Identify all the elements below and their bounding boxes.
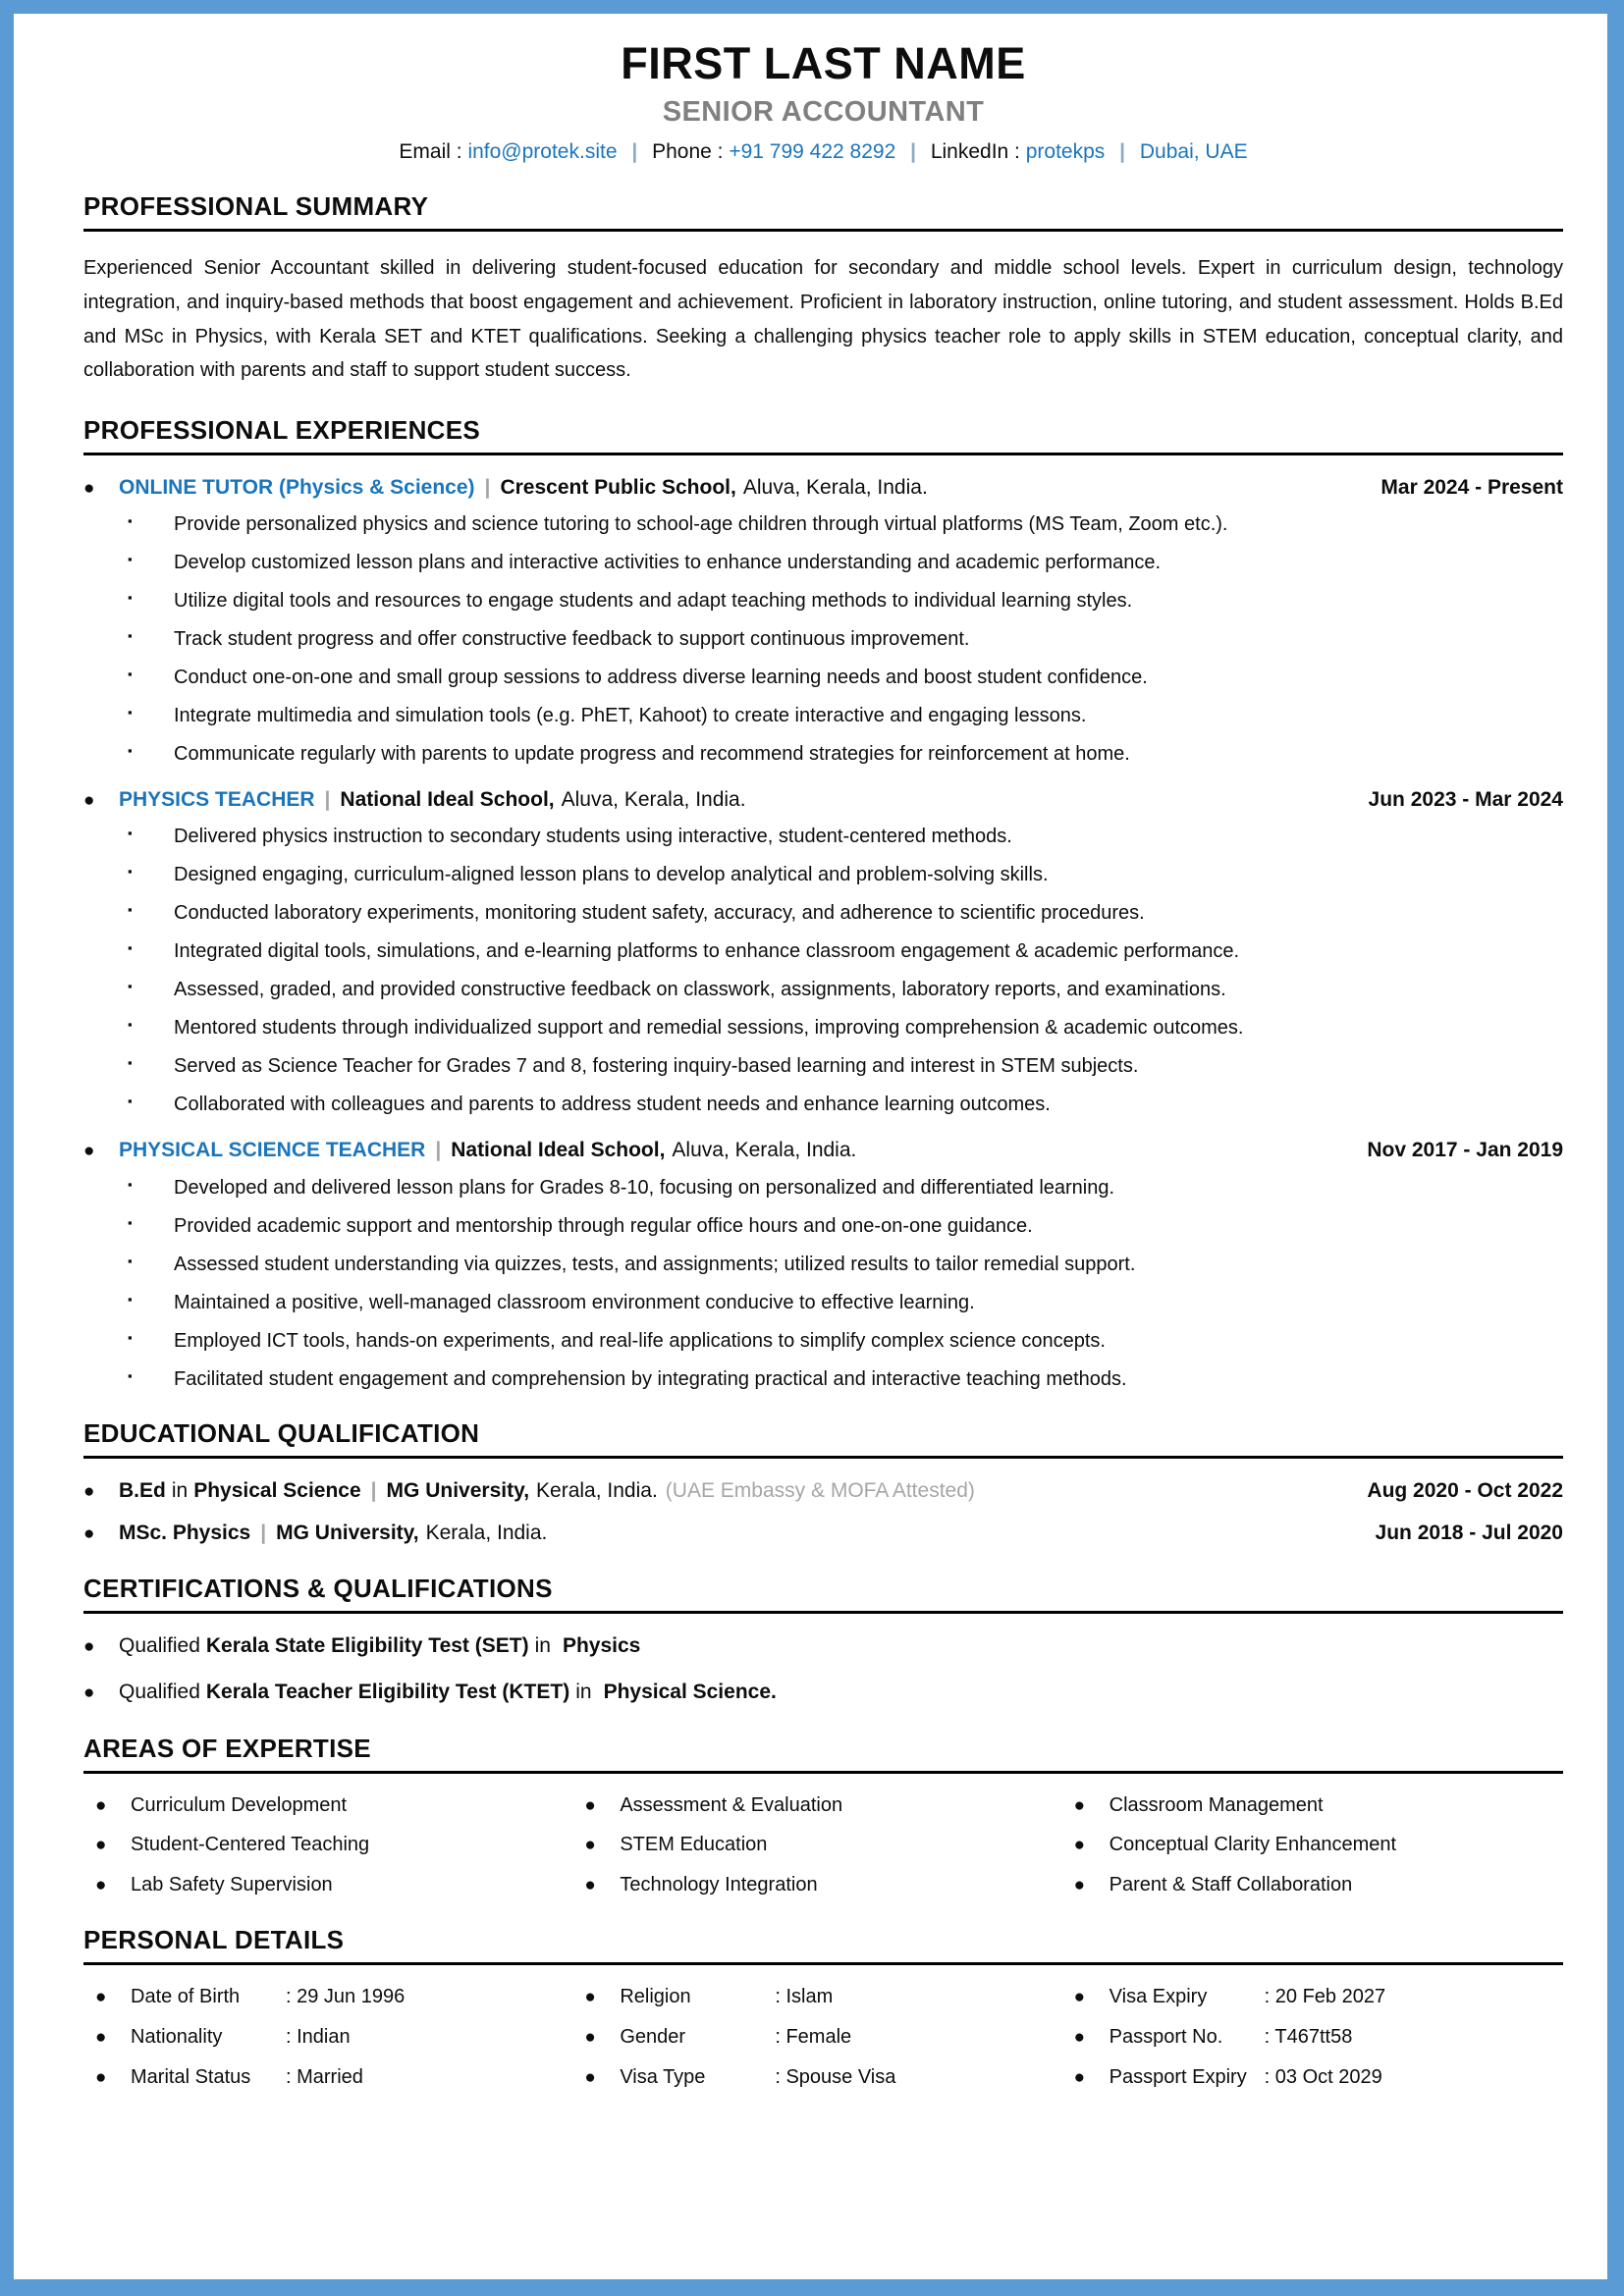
- section-professional-summary: [83, 191, 1563, 387]
- job-bullet-text: Served as Science Teacher for Grades 7 and 8, fostering inquiry-based learning and interest in STEM subjects.: [174, 1055, 1139, 1078]
- separator-bar-icon: |: [435, 1139, 442, 1162]
- expertise-label: Assessment & Evaluation: [620, 1793, 843, 1816]
- expertise-label: Parent & Staff Collaboration: [1109, 1874, 1353, 1896]
- job-header: [83, 475, 1563, 501]
- job-bullet-text: Conducted laboratory experiments, monitoring student safety, accuracy, and adherence to scientific procedures.: [174, 902, 1145, 925]
- education-entry: [83, 1478, 1563, 1504]
- bullet-icon: ●: [584, 1794, 596, 1816]
- detail-label: Visa Type: [620, 2065, 706, 2088]
- job-bullet: [128, 1093, 1563, 1116]
- university: MG University,: [386, 1478, 530, 1502]
- education-entry: [83, 1521, 1563, 1546]
- expertise-item: [1074, 1833, 1563, 1857]
- section-personal-details: [83, 1925, 1563, 2089]
- job-bullet: [128, 666, 1563, 689]
- job-title: PHYSICAL SCIENCE TEACHER: [119, 1139, 426, 1162]
- cert-name: Kerala Teacher Eligibility Test (KTET): [205, 1681, 570, 1704]
- section-heading: AREAS OF EXPERTISE: [83, 1734, 1563, 1774]
- detail-label: Nationality: [131, 2025, 223, 2048]
- email-link[interactable]: info@protek.site: [467, 140, 618, 164]
- bullet-icon: ●: [95, 1875, 107, 1896]
- square-bullet-icon: ▪: [128, 590, 133, 606]
- detail-label: Date of Birth: [131, 1985, 241, 2007]
- bullet-icon: ●: [584, 2066, 596, 2088]
- job-bullet-text: Develop customized lesson plans and interactive activities to enhance understanding and academic performance.: [174, 552, 1162, 574]
- cert-prefix: Qualified: [119, 1634, 200, 1658]
- square-bullet-icon: ▪: [128, 1055, 133, 1071]
- section-educational-qualification: [83, 1418, 1563, 1547]
- job-bullet: [128, 1054, 1563, 1078]
- bullet-icon: ●: [1073, 1986, 1086, 2007]
- expertise-item: [584, 1833, 1073, 1857]
- degree-connector: in: [171, 1478, 189, 1502]
- job-bullet-text: Assessed, graded, and provided constructive feedback on classwork, assignments, laboratory reports, and examinations.: [174, 979, 1226, 1001]
- expertise-label: Student-Centered Teaching: [131, 1834, 370, 1856]
- separator-bar-icon: |: [260, 1521, 267, 1544]
- job-dates: Nov 2017 - Jan 2019: [1367, 1139, 1563, 1162]
- job-bullet-text: Integrate multimedia and simulation tools (e.g. PhET, Kahoot) to create interactive and engaging lessons.: [174, 705, 1087, 727]
- detail-value: : T467tt58: [1264, 2025, 1353, 2048]
- square-bullet-icon: ▪: [128, 864, 133, 880]
- square-bullet-icon: ▪: [128, 826, 133, 841]
- job-bullet: [128, 589, 1563, 613]
- square-bullet-icon: ▪: [128, 1094, 133, 1109]
- expertise-label: Classroom Management: [1109, 1793, 1324, 1816]
- linkedin-link[interactable]: protekps: [1025, 140, 1106, 164]
- personal-details-grid: [83, 1985, 1563, 2089]
- cert-name: Kerala State Eligibility Test (SET): [205, 1634, 529, 1658]
- job-bullet: [128, 1214, 1563, 1238]
- bullet-icon: ●: [1073, 1835, 1086, 1856]
- detail-label: Passport No.: [1109, 2025, 1223, 2048]
- square-bullet-icon: ▪: [128, 1329, 133, 1345]
- separator-bar-icon: |: [631, 140, 638, 164]
- job-header: [83, 1138, 1563, 1163]
- attestation-note: (UAE Embassy & MOFA Attested): [665, 1478, 975, 1502]
- separator-bar-icon: |: [1119, 140, 1126, 164]
- job-bullet: [128, 551, 1563, 574]
- major: Physical Science: [193, 1478, 361, 1502]
- job-bullet-text: Communicate regularly with parents to update progress and recommend strategies for reinforcement at home.: [174, 743, 1130, 766]
- section-heading: PROFESSIONAL SUMMARY: [83, 191, 1563, 232]
- job-bullet: [128, 939, 1563, 963]
- job-bullet: [128, 512, 1563, 536]
- job-bullet-text: Provide personalized physics and science tutoring to school-age children through virtual platforms (MS Team, Zoom etc.).: [174, 513, 1228, 536]
- job-bullet-list: [83, 1176, 1563, 1391]
- job-bullet: [128, 825, 1563, 848]
- expertise-item: [584, 1793, 1073, 1818]
- job-bullet-text: Employed ICT tools, hands-on experiments, and real-life applications to simplify complex science concepts.: [174, 1329, 1106, 1352]
- detail-value: : 03 Oct 2029: [1264, 2065, 1382, 2088]
- education-dates: Jun 2018 - Jul 2020: [1375, 1521, 1563, 1544]
- degree: B.Ed: [119, 1478, 166, 1502]
- resume-content: [14, 14, 1607, 2089]
- separator-bar-icon: |: [370, 1478, 377, 1502]
- square-bullet-icon: ▪: [128, 552, 133, 567]
- square-bullet-icon: ▪: [128, 940, 133, 956]
- job-dates: Mar 2024 - Present: [1380, 475, 1563, 499]
- section-heading: PERSONAL DETAILS: [83, 1925, 1563, 1965]
- detail-value: : Female: [775, 2025, 852, 2048]
- detail-label: Religion: [620, 1985, 691, 2007]
- separator-bar-icon: |: [324, 788, 331, 812]
- expertise-item: [584, 1873, 1073, 1897]
- certification-entry: [83, 1680, 1563, 1705]
- bullet-icon: ●: [95, 1794, 107, 1816]
- personal-detail: [1074, 2065, 1563, 2090]
- job-bullet-text: Track student progress and offer constructive feedback to support continuous improvement.: [174, 628, 970, 651]
- section-certifications: [83, 1574, 1563, 1706]
- square-bullet-icon: ▪: [128, 628, 133, 644]
- expertise-item: [95, 1833, 584, 1857]
- job-bullet-text: Provided academic support and mentorship through regular office hours and one-on-one guidance.: [174, 1214, 1033, 1237]
- job-bullet-text: Utilize digital tools and resources to engage students and adapt teaching methods to individual learning styles.: [174, 590, 1133, 613]
- job-bullet: [128, 978, 1563, 1001]
- square-bullet-icon: ▪: [128, 1367, 133, 1383]
- bullet-icon: ●: [584, 1875, 596, 1896]
- job-bullet-text: Integrated digital tools, simulations, and e-learning platforms to enhance classroom engagement & academic performance.: [174, 940, 1240, 963]
- bullet-icon: ●: [1073, 2026, 1086, 2048]
- bullet-icon: ●: [83, 1636, 95, 1658]
- summary-paragraph: Experienced Senior Accountant skilled in delivering student-focused education for secondary and middle school levels. Expert in curriculum design, technology integration, and inquiry-based methods that boost engagement and achievement. Proficient in laboratory instruction, online tutoring, and student assessment. Holds B.Ed and MSc in Physics, with Kerala SET and KTET qualifications. Seeking a challenging physics teacher role to apply skills in STEM education, conceptual clarity, and collaboration with parents and staff to support student success.: [83, 257, 1563, 382]
- section-heading: PROFESSIONAL EXPERIENCES: [83, 415, 1563, 455]
- cert-subject: Physics: [562, 1634, 641, 1658]
- phone-link[interactable]: +91 799 422 8292: [729, 140, 896, 164]
- detail-label: Passport Expiry: [1109, 2065, 1247, 2088]
- job-company: National Ideal School,: [340, 788, 555, 812]
- detail-label: Visa Expiry: [1109, 1985, 1208, 2007]
- personal-detail: [1074, 1985, 1563, 2009]
- bullet-icon: ●: [584, 1835, 596, 1856]
- resume-page: [14, 14, 1607, 2279]
- bullet-icon: ●: [584, 1986, 596, 2007]
- job-bullet: [128, 1253, 1563, 1276]
- personal-detail: [95, 1985, 584, 2009]
- bullet-icon: ●: [95, 1986, 107, 2007]
- detail-value: : Indian: [286, 2025, 351, 2048]
- phone-label: Phone :: [652, 140, 724, 164]
- square-bullet-icon: ▪: [128, 1214, 133, 1230]
- job-location: Aluva, Kerala, India.: [561, 788, 746, 812]
- expertise-item: [95, 1793, 584, 1818]
- job-entry: [83, 475, 1563, 766]
- job-bullet-text: Maintained a positive, well-managed classroom environment conducive to effective learning.: [174, 1291, 975, 1313]
- job-company: Crescent Public School,: [500, 475, 736, 499]
- bullet-icon: ●: [1073, 1794, 1086, 1816]
- cert-connector: in: [575, 1681, 592, 1704]
- expertise-item: [95, 1873, 584, 1897]
- section-professional-experiences: [83, 415, 1563, 1391]
- expertise-label: Curriculum Development: [131, 1793, 348, 1816]
- square-bullet-icon: ▪: [128, 1291, 133, 1307]
- personal-detail: [584, 1985, 1073, 2009]
- bullet-icon: ●: [1073, 2066, 1086, 2088]
- job-title: PHYSICS TEACHER: [119, 788, 315, 812]
- job-bullet-list: [83, 512, 1563, 766]
- bullet-icon: ●: [83, 1480, 95, 1502]
- personal-detail: [95, 2025, 584, 2050]
- detail-label: Gender: [620, 2025, 686, 2048]
- square-bullet-icon: ▪: [128, 705, 133, 721]
- expertise-label: Lab Safety Supervision: [131, 1874, 333, 1896]
- location-text: Dubai, UAE: [1139, 140, 1248, 164]
- square-bullet-icon: ▪: [128, 902, 133, 918]
- candidate-name: FIRST LAST NAME: [621, 38, 1026, 88]
- job-bullet-text: Mentored students through individualized support and remedial sessions, improving comprehension & academic outcomes.: [174, 1017, 1244, 1040]
- job-bullet: [128, 863, 1563, 886]
- email-label: Email :: [399, 140, 462, 164]
- education-location: Kerala, India.: [425, 1521, 548, 1544]
- expertise-grid: [83, 1793, 1563, 1897]
- personal-detail: [1074, 2025, 1563, 2050]
- job-bullet-text: Developed and delivered lesson plans for Grades 8-10, focusing on personalized and differentiated learning.: [174, 1176, 1115, 1199]
- job-location: Aluva, Kerala, India.: [742, 475, 928, 499]
- detail-label: Marital Status: [131, 2065, 251, 2088]
- personal-detail: [95, 2065, 584, 2090]
- job-entry: [83, 787, 1563, 1116]
- cert-connector: in: [534, 1634, 551, 1658]
- bullet-icon: ●: [1073, 1875, 1086, 1896]
- section-heading: CERTIFICATIONS & QUALIFICATIONS: [83, 1574, 1563, 1614]
- job-bullet-text: Designed engaging, curriculum-aligned lesson plans to develop analytical and problem-solving skills.: [174, 864, 1049, 886]
- job-company: National Ideal School,: [451, 1139, 666, 1162]
- certification-entry: [83, 1633, 1563, 1659]
- job-bullet: [128, 1291, 1563, 1314]
- bullet-icon: ●: [83, 1522, 95, 1544]
- job-bullet-text: Collaborated with colleagues and parents to address student needs and enhance learning outcomes.: [174, 1094, 1051, 1116]
- job-title: ONLINE TUTOR (Physics & Science): [119, 475, 475, 499]
- square-bullet-icon: ▪: [128, 1253, 133, 1268]
- bullet-icon: ●: [95, 2026, 107, 2048]
- job-bullet: [128, 901, 1563, 925]
- education-location: Kerala, India.: [536, 1478, 658, 1502]
- bullet-icon: ●: [584, 2026, 596, 2048]
- detail-value: : 20 Feb 2027: [1264, 1985, 1386, 2007]
- job-bullet: [128, 704, 1563, 727]
- square-bullet-icon: ▪: [128, 979, 133, 994]
- section-heading: EDUCATIONAL QUALIFICATION: [83, 1418, 1563, 1459]
- detail-value: : Islam: [775, 1985, 834, 2007]
- job-bullet-text: Assessed student understanding via quizzes, tests, and assignments; utilized results to tailor remedial support.: [174, 1253, 1136, 1275]
- candidate-job-title: SENIOR ACCOUNTANT: [662, 96, 985, 129]
- job-bullet: [128, 742, 1563, 766]
- separator-bar-icon: |: [484, 475, 491, 499]
- expertise-label: STEM Education: [620, 1834, 768, 1856]
- bullet-icon: ●: [83, 1682, 95, 1704]
- expertise-label: Conceptual Clarity Enhancement: [1109, 1834, 1397, 1856]
- detail-value: : Spouse Visa: [775, 2065, 896, 2088]
- bullet-icon: ●: [95, 2066, 107, 2088]
- square-bullet-icon: ▪: [128, 667, 133, 682]
- job-location: Aluva, Kerala, India.: [672, 1139, 857, 1162]
- job-bullet: [128, 1016, 1563, 1040]
- expertise-label: Technology Integration: [620, 1874, 818, 1896]
- job-bullet: [128, 1329, 1563, 1353]
- education-dates: Aug 2020 - Oct 2022: [1367, 1478, 1563, 1502]
- job-entry: [83, 1138, 1563, 1390]
- cert-prefix: Qualified: [119, 1681, 200, 1704]
- job-header: [83, 787, 1563, 813]
- job-bullet-text: Delivered physics instruction to secondary students using interactive, student-centered methods.: [174, 826, 1012, 848]
- square-bullet-icon: ▪: [128, 743, 133, 759]
- square-bullet-icon: ▪: [128, 513, 133, 529]
- degree: MSc. Physics: [119, 1521, 251, 1544]
- bullet-icon: ●: [95, 1835, 107, 1856]
- detail-value: : Married: [286, 2065, 363, 2088]
- square-bullet-icon: ▪: [128, 1176, 133, 1192]
- job-bullet: [128, 1176, 1563, 1200]
- cert-subject: Physical Science.: [603, 1681, 777, 1704]
- square-bullet-icon: ▪: [128, 1017, 133, 1033]
- section-areas-of-expertise: [83, 1734, 1563, 1897]
- university: MG University,: [276, 1521, 419, 1544]
- expertise-item: [1074, 1793, 1563, 1818]
- job-bullet-text: Facilitated student engagement and comprehension by integrating practical and interactive teaching methods.: [174, 1367, 1127, 1390]
- contact-line: [83, 140, 1563, 164]
- separator-bar-icon: |: [910, 140, 916, 164]
- bullet-icon: ●: [83, 477, 95, 499]
- expertise-item: [1074, 1873, 1563, 1897]
- job-bullet: [128, 627, 1563, 651]
- personal-detail: [584, 2025, 1073, 2050]
- personal-detail: [584, 2065, 1073, 2090]
- job-bullet-list: [83, 825, 1563, 1116]
- linkedin-label: LinkedIn :: [930, 140, 1020, 164]
- bullet-icon: ●: [83, 1141, 95, 1162]
- job-dates: Jun 2023 - Mar 2024: [1368, 788, 1563, 812]
- bullet-icon: ●: [83, 790, 95, 812]
- job-bullet-text: Conduct one-on-one and small group sessions to address diverse learning needs and boost student confidence.: [174, 667, 1148, 689]
- detail-value: : 29 Jun 1996: [286, 1985, 406, 2007]
- job-bullet: [128, 1367, 1563, 1391]
